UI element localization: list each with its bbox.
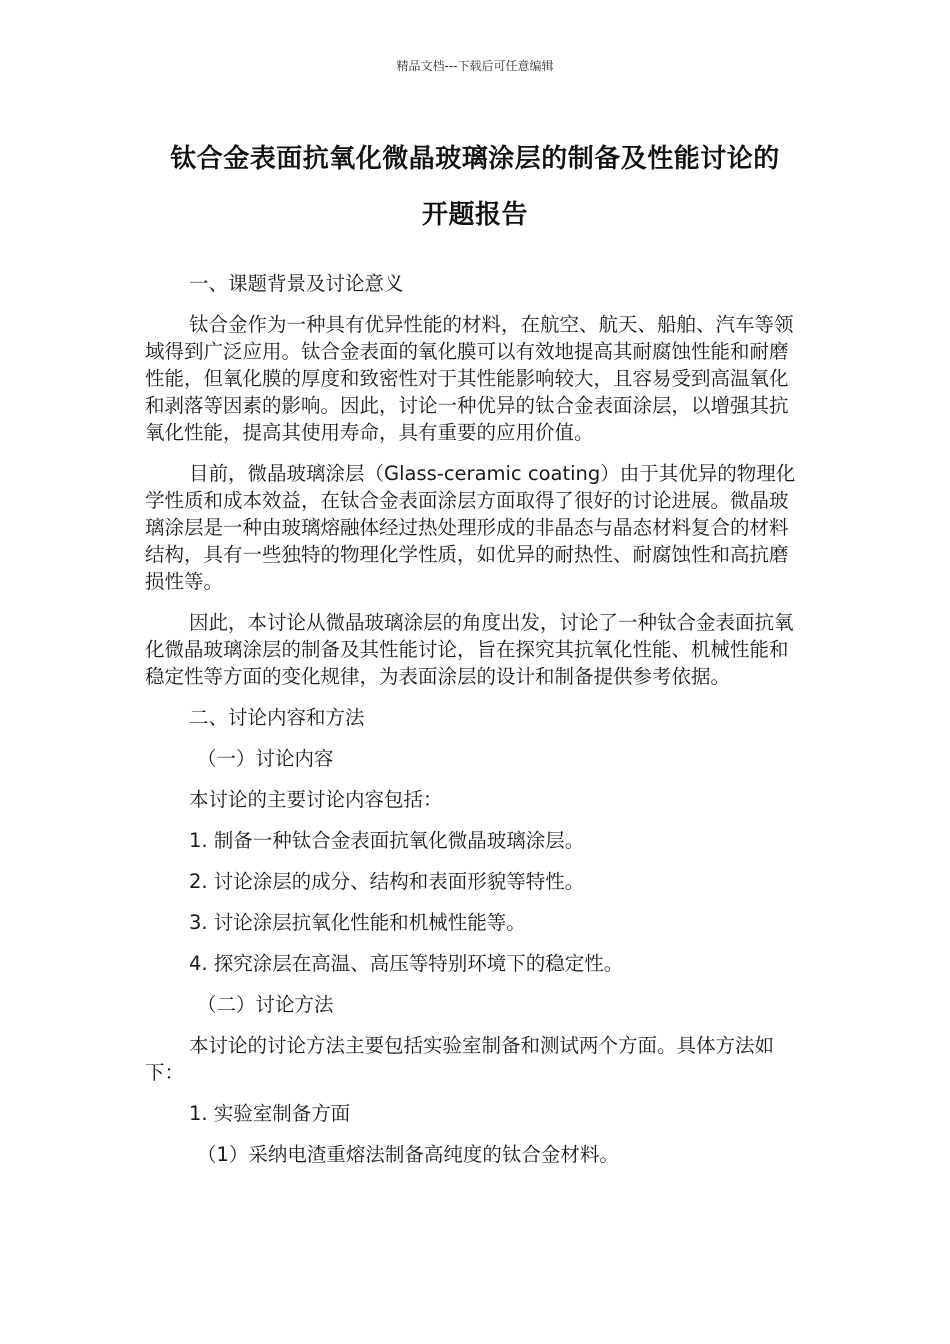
- section1-heading: 一、课题背景及讨论意义: [189, 272, 404, 295]
- section1-paragraph-3: 因此，本讨论从微晶玻璃涂层的角度出发，讨论了一种钛合金表面抗氧化微晶玻璃涂层的制备及其性能讨论，旨在探究其抗氧化性能、机械性能和稳定性等方面的变化规律，为表面涂层的设计和制备提供参考依据。: [145, 611, 794, 688]
- content-intro: 本讨论的主要讨论内容包括：: [189, 788, 443, 811]
- content-item: 1. 制备一种钛合金表面抗氧化微晶玻璃涂层。: [189, 829, 585, 852]
- method-step-1: （1）采纳电渣重熔法制备高纯度的钛合金材料。: [197, 1143, 619, 1166]
- subsection-content-heading: （一）讨论内容: [197, 747, 334, 770]
- content-item: 2. 讨论涂层的成分、结构和表面形貌等特性。: [189, 870, 585, 893]
- title-line-1: 钛合金表面抗氧化微晶玻璃涂层的制备及性能讨论的: [170, 144, 780, 174]
- section2-heading: 二、讨论内容和方法: [189, 706, 365, 729]
- method-intro: 本讨论的讨论方法主要包括实验室制备和测试两个方面。具体方法如下：: [145, 1034, 775, 1084]
- document-body: [145, 270, 805, 1182]
- section1-paragraph-1: 钛合金作为一种具有优异性能的材料，在航空、航天、船舶、汽车等领域得到广泛应用。钛合金表面的氧化膜可以有效地提高其耐腐蚀性能和耐磨性能，但氧化膜的厚度和致密性对于其性能影响较大，且容易受到高温氧化和剥落等因素的影响。因此，讨论一种优异的钛合金表面涂层，以增强其抗氧化性能，提高其使用寿命，具有重要的应用价值。: [145, 313, 794, 444]
- content-item: 4. 探究涂层在高温、高压等特别环境下的稳定性。: [189, 952, 624, 975]
- content-item: 3. 讨论涂层抗氧化性能和机械性能等。: [189, 911, 526, 934]
- title-line-2: 开题报告: [421, 200, 528, 230]
- subsection-method-heading: （二）讨论方法: [197, 993, 334, 1016]
- page-header: 精品文档---下载后可任意编辑: [396, 59, 554, 73]
- section1-paragraph-2: 目前，微晶玻璃涂层（Glass-ceramic coating）由于其优异的物理化学性质和成本效益，在钛合金表面涂层方面取得了很好的讨论进展。微晶玻璃涂层是一种由玻璃熔融体经过热处理形成的非晶态与晶态材料复合的材料结构，具有一些独特的物理化学性质，如优异的耐热性、耐腐蚀性和高抗磨损性等。: [145, 462, 796, 593]
- method-item-1: 1. 实验室制备方面: [189, 1102, 351, 1125]
